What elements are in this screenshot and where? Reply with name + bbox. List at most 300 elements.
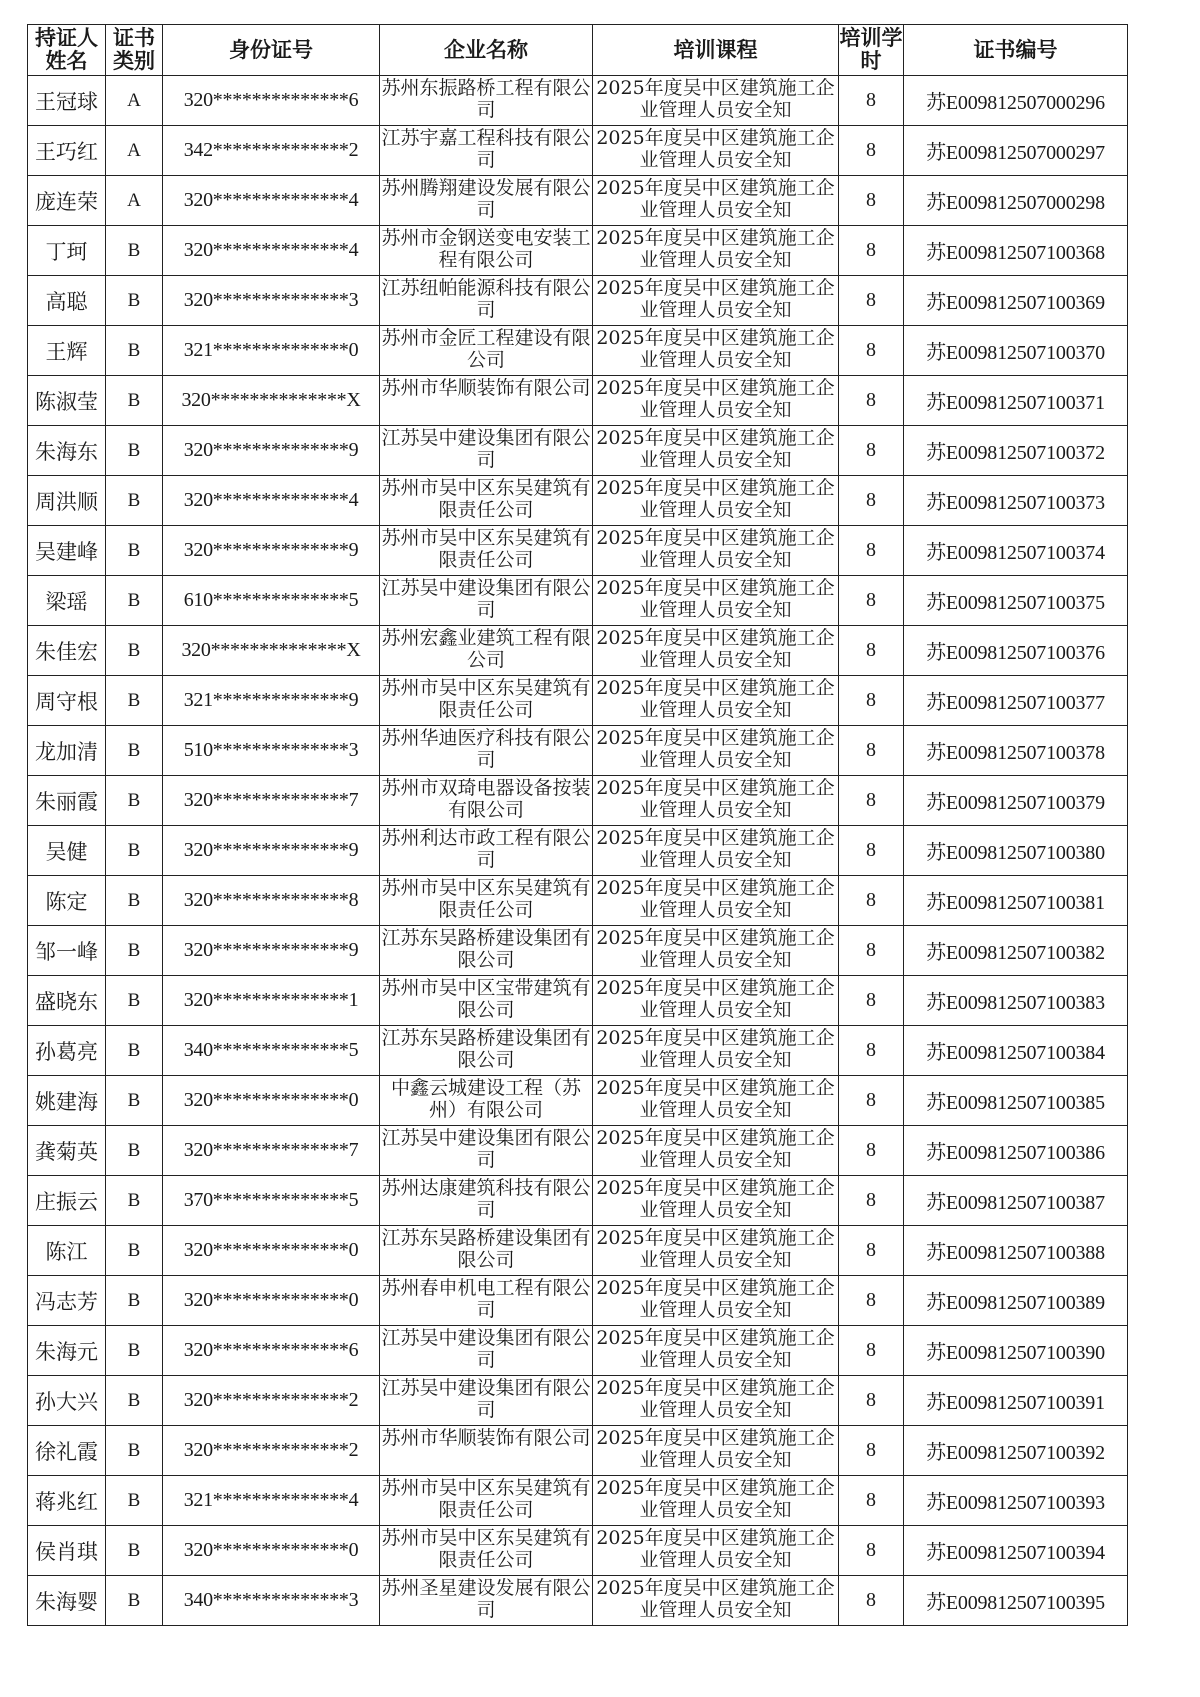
cell-company: 苏州宏鑫业建筑工程有限公司 [381, 627, 591, 671]
cell-course-cell [593, 926, 839, 976]
cell-hours: 8 [839, 826, 904, 876]
cell-company: 江苏东吴路桥建设集团有限公司 [381, 1227, 591, 1271]
cell-course: 2025年度吴中区建筑施工企业管理人员安全知 [596, 1427, 835, 1471]
cell-course: 2025年度吴中区建筑施工企业管理人员安全知 [596, 377, 835, 421]
cell-company: 苏州市吴中区东吴建筑有限责任公司 [381, 1477, 591, 1521]
header-course: 培训课程 [593, 25, 839, 76]
cell-cert-no: 苏E009812507100392 [904, 1426, 1128, 1476]
cell-course-cell [593, 176, 839, 226]
cell-name: 周洪顺 [28, 476, 106, 526]
cell-course: 2025年度吴中区建筑施工企业管理人员安全知 [596, 577, 835, 621]
cell-company: 苏州市金匠工程建设有限公司 [381, 327, 591, 371]
cell-course: 2025年度吴中区建筑施工企业管理人员安全知 [596, 477, 835, 521]
cell-course-cell [593, 1376, 839, 1426]
cell-name: 冯志芳 [28, 1276, 106, 1326]
cell-id-number: 340**************3 [163, 1576, 380, 1626]
cell-category: B [106, 1026, 163, 1076]
cell-cert-no: 苏E009812507100377 [904, 676, 1128, 726]
cell-id-number: 320**************4 [163, 476, 380, 526]
cell-hours: 8 [839, 1276, 904, 1326]
table-row [28, 1326, 1128, 1376]
cell-cert-no: 苏E009812507100371 [904, 376, 1128, 426]
cell-course: 2025年度吴中区建筑施工企业管理人员安全知 [596, 327, 835, 371]
cell-category: B [106, 1526, 163, 1576]
table-row [28, 726, 1128, 776]
table-row [28, 1376, 1128, 1426]
cell-category: B [106, 1276, 163, 1326]
cell-cert-no: 苏E009812507100394 [904, 1526, 1128, 1576]
cell-company-cell [380, 1526, 593, 1576]
table-row [28, 826, 1128, 876]
cell-company: 苏州市金钢送变电安装工程有限公司 [381, 227, 591, 271]
table-row [28, 1476, 1128, 1526]
cell-company: 江苏吴中建设集团有限公司 [381, 1127, 591, 1171]
cell-category: B [106, 226, 163, 276]
cell-course: 2025年度吴中区建筑施工企业管理人员安全知 [596, 1527, 835, 1571]
cell-company-cell [380, 1576, 593, 1626]
cell-category: B [106, 526, 163, 576]
certificate-table [27, 24, 1128, 1626]
cell-hours: 8 [839, 376, 904, 426]
table-row [28, 1576, 1128, 1626]
cell-company: 苏州市吴中区东吴建筑有限责任公司 [381, 877, 591, 921]
table-row [28, 1026, 1128, 1076]
cell-course-cell [593, 676, 839, 726]
cell-hours: 8 [839, 1176, 904, 1226]
cell-hours: 8 [839, 326, 904, 376]
cell-hours: 8 [839, 626, 904, 676]
cell-course-cell [593, 626, 839, 676]
cell-company-cell [380, 1026, 593, 1076]
cell-id-number: 610**************5 [163, 576, 380, 626]
cell-company: 苏州市吴中区东吴建筑有限责任公司 [381, 527, 591, 571]
cell-cert-no: 苏E009812507100372 [904, 426, 1128, 476]
cell-company: 苏州市吴中区东吴建筑有限责任公司 [381, 477, 591, 521]
cell-id-number: 320**************7 [163, 776, 380, 826]
cell-course: 2025年度吴中区建筑施工企业管理人员安全知 [596, 1277, 835, 1321]
cell-id-number: 320**************0 [163, 1276, 380, 1326]
cell-course-cell [593, 226, 839, 276]
cell-course: 2025年度吴中区建筑施工企业管理人员安全知 [596, 1377, 835, 1421]
cell-name: 朱海婴 [28, 1576, 106, 1626]
header-id-number: 身份证号 [163, 25, 380, 76]
cell-id-number: 320**************3 [163, 276, 380, 326]
cell-course: 2025年度吴中区建筑施工企业管理人员安全知 [596, 127, 835, 171]
table-row [28, 1226, 1128, 1276]
cell-cert-no: 苏E009812507100387 [904, 1176, 1128, 1226]
cell-hours: 8 [839, 1376, 904, 1426]
cell-course: 2025年度吴中区建筑施工企业管理人员安全知 [596, 727, 835, 771]
cell-company: 江苏纽帕能源科技有限公司 [381, 277, 591, 321]
cell-course: 2025年度吴中区建筑施工企业管理人员安全知 [596, 1177, 835, 1221]
cell-course: 2025年度吴中区建筑施工企业管理人员安全知 [596, 1027, 835, 1071]
cell-company-cell [380, 226, 593, 276]
cell-name: 高聪 [28, 276, 106, 326]
cell-course: 2025年度吴中区建筑施工企业管理人员安全知 [596, 1327, 835, 1371]
table-row [28, 426, 1128, 476]
cell-name: 蒋兆红 [28, 1476, 106, 1526]
cell-course-cell [593, 1526, 839, 1576]
cell-company-cell [380, 76, 593, 126]
cell-cert-no: 苏E009812507100390 [904, 1326, 1128, 1376]
cell-category: B [106, 926, 163, 976]
cell-category: B [106, 776, 163, 826]
cell-course: 2025年度吴中区建筑施工企业管理人员安全知 [596, 877, 835, 921]
cell-company-cell [380, 976, 593, 1026]
cell-cert-no: 苏E009812507100389 [904, 1276, 1128, 1326]
cell-company-cell [380, 926, 593, 976]
table-row [28, 1076, 1128, 1126]
cell-course: 2025年度吴中区建筑施工企业管理人员安全知 [596, 427, 835, 471]
cell-course: 2025年度吴中区建筑施工企业管理人员安全知 [596, 1127, 835, 1171]
cell-cert-no: 苏E009812507100376 [904, 626, 1128, 676]
cell-category: B [106, 626, 163, 676]
cell-name: 侯肖琪 [28, 1526, 106, 1576]
cell-hours: 8 [839, 1126, 904, 1176]
table-row [28, 476, 1128, 526]
cell-cert-no: 苏E009812507100381 [904, 876, 1128, 926]
cell-company-cell [380, 376, 593, 426]
cell-name: 姚建海 [28, 1076, 106, 1126]
table-row [28, 576, 1128, 626]
cell-category: B [106, 1126, 163, 1176]
cell-course: 2025年度吴中区建筑施工企业管理人员安全知 [596, 1227, 835, 1271]
cell-cert-no: 苏E009812507100385 [904, 1076, 1128, 1126]
cell-company-cell [380, 876, 593, 926]
cell-course: 2025年度吴中区建筑施工企业管理人员安全知 [596, 827, 835, 871]
cell-category: B [106, 676, 163, 726]
cell-id-number: 320**************4 [163, 176, 380, 226]
cell-course-cell [593, 1126, 839, 1176]
cell-hours: 8 [839, 1576, 904, 1626]
cell-id-number: 320**************9 [163, 426, 380, 476]
cell-name: 丁珂 [28, 226, 106, 276]
cell-course-cell [593, 476, 839, 526]
cell-id-number: 320**************9 [163, 526, 380, 576]
cell-company: 江苏吴中建设集团有限公司 [381, 427, 591, 471]
cell-hours: 8 [839, 76, 904, 126]
cell-course: 2025年度吴中区建筑施工企业管理人员安全知 [596, 927, 835, 971]
cell-hours: 8 [839, 776, 904, 826]
cell-category: B [106, 1476, 163, 1526]
header-cert-no: 证书编号 [904, 25, 1128, 76]
cell-cert-no: 苏E009812507100374 [904, 526, 1128, 576]
cell-company-cell [380, 1426, 593, 1476]
cell-course-cell [593, 776, 839, 826]
table-row [28, 326, 1128, 376]
cell-course-cell [593, 1276, 839, 1326]
cell-company: 江苏吴中建设集团有限公司 [381, 577, 591, 621]
cell-company-cell [380, 1076, 593, 1126]
cell-company-cell [380, 776, 593, 826]
cell-name: 朱佳宏 [28, 626, 106, 676]
cell-company-cell [380, 1376, 593, 1426]
cell-category: B [106, 826, 163, 876]
cell-name: 王巧红 [28, 126, 106, 176]
cell-company-cell [380, 726, 593, 776]
cell-id-number: 320**************6 [163, 76, 380, 126]
cell-company-cell [380, 276, 593, 326]
cell-cert-no: 苏E009812507000296 [904, 76, 1128, 126]
cell-course-cell [593, 1576, 839, 1626]
cell-company: 江苏东吴路桥建设集团有限公司 [381, 1027, 591, 1071]
cell-company-cell [380, 1126, 593, 1176]
cell-id-number: 320**************0 [163, 1526, 380, 1576]
cell-hours: 8 [839, 576, 904, 626]
cell-course-cell [593, 876, 839, 926]
cell-hours: 8 [839, 476, 904, 526]
cell-course-cell [593, 826, 839, 876]
cell-category: B [106, 1226, 163, 1276]
cell-cert-no: 苏E009812507100388 [904, 1226, 1128, 1276]
cell-hours: 8 [839, 876, 904, 926]
cell-company-cell [380, 126, 593, 176]
cell-name: 孙葛亮 [28, 1026, 106, 1076]
cell-hours: 8 [839, 226, 904, 276]
cell-id-number: 320**************8 [163, 876, 380, 926]
table-row [28, 1126, 1128, 1176]
cell-hours: 8 [839, 726, 904, 776]
cell-hours: 8 [839, 176, 904, 226]
cell-course-cell [593, 526, 839, 576]
cell-course-cell [593, 976, 839, 1026]
cell-company-cell [380, 1226, 593, 1276]
cell-category: B [106, 1176, 163, 1226]
cell-name: 陈江 [28, 1226, 106, 1276]
table-row [28, 1276, 1128, 1326]
table-row [28, 1526, 1128, 1576]
cell-name: 陈定 [28, 876, 106, 926]
header-row [28, 25, 1128, 76]
cell-name: 龚菊英 [28, 1126, 106, 1176]
cell-category: B [106, 326, 163, 376]
cell-category: A [106, 76, 163, 126]
cell-name: 盛晓东 [28, 976, 106, 1026]
cell-company-cell [380, 526, 593, 576]
cell-hours: 8 [839, 1476, 904, 1526]
cell-id-number: 320**************6 [163, 1326, 380, 1376]
cell-hours: 8 [839, 1526, 904, 1576]
cell-cert-no: 苏E009812507100379 [904, 776, 1128, 826]
cell-course: 2025年度吴中区建筑施工企业管理人员安全知 [596, 677, 835, 721]
cell-company-cell [380, 1476, 593, 1526]
cell-id-number: 320**************9 [163, 926, 380, 976]
cell-company-cell [380, 326, 593, 376]
cell-cert-no: 苏E009812507000297 [904, 126, 1128, 176]
cell-hours: 8 [839, 126, 904, 176]
table-row [28, 876, 1128, 926]
cell-company: 苏州东振路桥工程有限公司 [381, 77, 591, 121]
cell-course-cell [593, 1426, 839, 1476]
cell-category: B [106, 476, 163, 526]
cell-cert-no: 苏E009812507100383 [904, 976, 1128, 1026]
table-body [28, 76, 1128, 1626]
cell-company-cell [380, 826, 593, 876]
cell-hours: 8 [839, 1426, 904, 1476]
cell-category: B [106, 1076, 163, 1126]
cell-cert-no: 苏E009812507100370 [904, 326, 1128, 376]
cell-name: 吴建峰 [28, 526, 106, 576]
table-row [28, 976, 1128, 1026]
cell-cert-no: 苏E009812507100369 [904, 276, 1128, 326]
cell-cert-no: 苏E009812507100395 [904, 1576, 1128, 1626]
table-row [28, 626, 1128, 676]
cell-id-number: 342**************2 [163, 126, 380, 176]
cell-name: 王辉 [28, 326, 106, 376]
table-row [28, 376, 1128, 426]
cell-course: 2025年度吴中区建筑施工企业管理人员安全知 [596, 77, 835, 121]
cell-course-cell [593, 1026, 839, 1076]
cell-company: 苏州春申机电工程有限公司 [381, 1277, 591, 1321]
cell-course: 2025年度吴中区建筑施工企业管理人员安全知 [596, 277, 835, 321]
table-row [28, 226, 1128, 276]
cell-company: 苏州腾翔建设发展有限公司 [381, 177, 591, 221]
cell-cert-no: 苏E009812507000298 [904, 176, 1128, 226]
header-hours: 培训学时 [839, 25, 904, 76]
cell-course-cell [593, 276, 839, 326]
cell-cert-no: 苏E009812507100375 [904, 576, 1128, 626]
cell-name: 朱丽霞 [28, 776, 106, 826]
cell-hours: 8 [839, 1326, 904, 1376]
table-row [28, 126, 1128, 176]
cell-category: A [106, 176, 163, 226]
cell-cert-no: 苏E009812507100393 [904, 1476, 1128, 1526]
cell-hours: 8 [839, 276, 904, 326]
cell-id-number: 321**************9 [163, 676, 380, 726]
cell-name: 朱海东 [28, 426, 106, 476]
table-row [28, 1426, 1128, 1476]
cell-name: 朱海元 [28, 1326, 106, 1376]
cell-company: 苏州华迪医疗科技有限公司 [381, 727, 591, 771]
cell-hours: 8 [839, 1076, 904, 1126]
cell-hours: 8 [839, 526, 904, 576]
table-row [28, 176, 1128, 226]
cell-course: 2025年度吴中区建筑施工企业管理人员安全知 [596, 627, 835, 671]
cell-company: 苏州市吴中区东吴建筑有限责任公司 [381, 677, 591, 721]
cell-id-number: 320**************X [163, 376, 380, 426]
cell-name: 梁瑶 [28, 576, 106, 626]
cell-company: 苏州达康建筑科技有限公司 [381, 1177, 591, 1221]
cell-category: B [106, 976, 163, 1026]
cell-company: 苏州市吴中区宝带建筑有限公司 [381, 977, 591, 1021]
cell-course-cell [593, 726, 839, 776]
cell-category: B [106, 426, 163, 476]
cell-id-number: 510**************3 [163, 726, 380, 776]
table-row [28, 276, 1128, 326]
cell-id-number: 370**************5 [163, 1176, 380, 1226]
header-company: 企业名称 [380, 25, 593, 76]
table-row [28, 676, 1128, 726]
cell-company-cell [380, 476, 593, 526]
cell-hours: 8 [839, 1226, 904, 1276]
cell-course-cell [593, 76, 839, 126]
cell-course-cell [593, 576, 839, 626]
cell-name: 孙大兴 [28, 1376, 106, 1426]
cell-company: 苏州利达市政工程有限公司 [381, 827, 591, 871]
cell-course-cell [593, 126, 839, 176]
cell-company-cell [380, 426, 593, 476]
cell-course: 2025年度吴中区建筑施工企业管理人员安全知 [596, 1577, 835, 1621]
cell-category: B [106, 276, 163, 326]
cell-id-number: 320**************2 [163, 1426, 380, 1476]
cell-course: 2025年度吴中区建筑施工企业管理人员安全知 [596, 527, 835, 571]
cell-id-number: 320**************2 [163, 1376, 380, 1426]
cell-course: 2025年度吴中区建筑施工企业管理人员安全知 [596, 177, 835, 221]
cell-company: 江苏宇嘉工程科技有限公司 [381, 127, 591, 171]
cell-cert-no: 苏E009812507100391 [904, 1376, 1128, 1426]
cell-id-number: 340**************5 [163, 1026, 380, 1076]
cell-cert-no: 苏E009812507100384 [904, 1026, 1128, 1076]
cell-course-cell [593, 426, 839, 476]
cell-cert-no: 苏E009812507100386 [904, 1126, 1128, 1176]
cell-name: 陈淑莹 [28, 376, 106, 426]
cell-cert-no: 苏E009812507100378 [904, 726, 1128, 776]
cell-course-cell [593, 1176, 839, 1226]
cell-hours: 8 [839, 926, 904, 976]
cell-hours: 8 [839, 676, 904, 726]
cell-id-number: 320**************0 [163, 1226, 380, 1276]
table-row [28, 926, 1128, 976]
cell-category: B [106, 1326, 163, 1376]
cell-cert-no: 苏E009812507100382 [904, 926, 1128, 976]
table-row [28, 76, 1128, 126]
cell-course-cell [593, 1076, 839, 1126]
cell-course-cell [593, 1226, 839, 1276]
cell-company: 江苏东吴路桥建设集团有限公司 [381, 927, 591, 971]
table-row [28, 526, 1128, 576]
cell-category: B [106, 576, 163, 626]
cell-company-cell [380, 1276, 593, 1326]
cell-category: A [106, 126, 163, 176]
cell-name: 周守根 [28, 676, 106, 726]
cell-category: B [106, 726, 163, 776]
cell-course-cell [593, 326, 839, 376]
cell-company: 苏州市双琦电器设备按装有限公司 [381, 777, 591, 821]
cell-category: B [106, 1426, 163, 1476]
cell-category: B [106, 1376, 163, 1426]
cell-course-cell [593, 1326, 839, 1376]
cell-course-cell [593, 1476, 839, 1526]
cell-company-cell [380, 676, 593, 726]
cell-company: 苏州圣星建设发展有限公司 [381, 1577, 591, 1621]
header-name: 持证人姓名 [28, 25, 106, 76]
cell-hours: 8 [839, 426, 904, 476]
cell-company-cell [380, 176, 593, 226]
cell-id-number: 320**************0 [163, 1076, 380, 1126]
cell-company: 苏州市吴中区东吴建筑有限责任公司 [381, 1527, 591, 1571]
cell-id-number: 321**************0 [163, 326, 380, 376]
cell-id-number: 320**************1 [163, 976, 380, 1026]
cell-hours: 8 [839, 976, 904, 1026]
cell-course: 2025年度吴中区建筑施工企业管理人员安全知 [596, 1077, 835, 1121]
cell-cert-no: 苏E009812507100380 [904, 826, 1128, 876]
cell-cert-no: 苏E009812507100373 [904, 476, 1128, 526]
cell-cert-no: 苏E009812507100368 [904, 226, 1128, 276]
cell-id-number: 320**************7 [163, 1126, 380, 1176]
cell-id-number: 320**************X [163, 626, 380, 676]
cell-company: 中鑫云城建设工程（苏州）有限公司 [390, 1077, 581, 1121]
cell-company: 苏州市华顺装饰有限公司 [381, 377, 591, 399]
cell-course-cell [593, 376, 839, 426]
cell-name: 邹一峰 [28, 926, 106, 976]
cell-category: B [106, 1576, 163, 1626]
table-row [28, 776, 1128, 826]
cell-company-cell [380, 576, 593, 626]
cell-course: 2025年度吴中区建筑施工企业管理人员安全知 [596, 1477, 835, 1521]
cell-company-cell [380, 626, 593, 676]
cell-name: 吴健 [28, 826, 106, 876]
cell-name: 王冠球 [28, 76, 106, 126]
